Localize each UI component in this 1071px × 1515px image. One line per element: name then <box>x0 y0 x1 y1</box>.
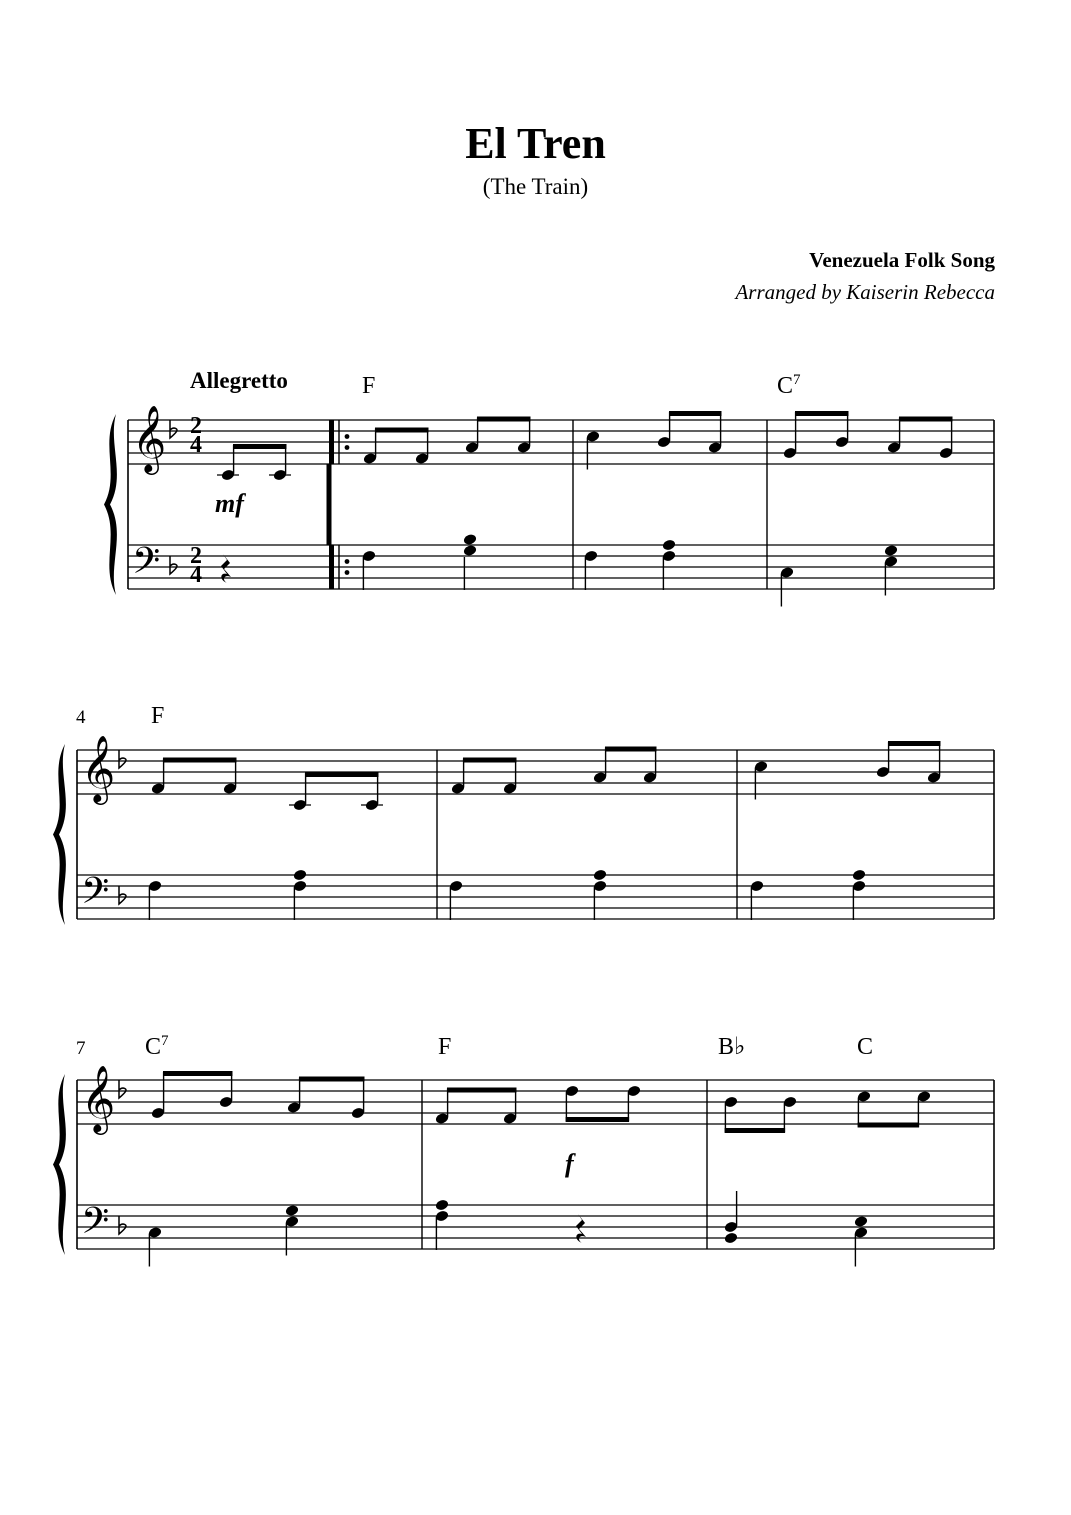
treble-clef: 𝄞 <box>81 1064 116 1132</box>
notehead <box>852 869 867 882</box>
time-signature-bottom: 4 <box>190 562 202 588</box>
bass-clef: 𝄢 <box>81 1200 110 1251</box>
notehead <box>593 869 608 882</box>
quarter-rest <box>221 554 231 583</box>
brace <box>104 414 117 595</box>
flat-sign <box>170 556 177 574</box>
beam <box>163 1071 233 1076</box>
notehead <box>285 1204 300 1217</box>
repeat-dot <box>345 559 350 564</box>
notehead <box>724 1232 739 1245</box>
beam <box>669 411 722 416</box>
repeat-dot <box>345 570 350 575</box>
brace <box>53 1074 66 1255</box>
brace <box>53 744 66 925</box>
beam <box>899 417 953 422</box>
beam <box>795 411 849 416</box>
beam <box>163 758 237 763</box>
beam <box>305 772 379 777</box>
chord-symbol: F <box>362 373 376 399</box>
beam <box>858 1123 920 1128</box>
quarter-rest <box>576 1214 586 1243</box>
chord-symbol: B♭ <box>718 1034 746 1060</box>
bass-clef: 𝄢 <box>81 870 110 921</box>
beam <box>375 428 429 433</box>
flat-sign <box>119 750 126 768</box>
notehead <box>884 544 899 557</box>
notehead <box>463 533 478 546</box>
beam <box>477 417 531 422</box>
chord-symbol: F <box>438 1034 452 1060</box>
arranger-credit: Arranged by Kaiserin Rebecca <box>735 280 995 304</box>
flat-sign <box>119 886 126 904</box>
dynamic-marking: f <box>565 1149 574 1178</box>
notehead <box>854 1215 869 1228</box>
chord-symbol: $C^7$ <box>145 1033 169 1060</box>
score-subtitle: (The Train) <box>482 174 589 199</box>
tempo-marking: Allegretto <box>190 368 288 393</box>
repeat-thick-bar <box>329 545 334 589</box>
notation <box>53 404 994 1267</box>
beam <box>566 1117 630 1122</box>
flat-sign <box>170 420 177 438</box>
time-signature-top: 2 <box>190 543 202 569</box>
treble-clef: 𝄞 <box>81 734 116 802</box>
beam <box>233 444 287 449</box>
repeat-thick-bar <box>329 420 334 464</box>
notehead <box>662 539 677 552</box>
flat-sign <box>119 1080 126 1098</box>
treble-clef: 𝄞 <box>132 404 167 472</box>
beam <box>888 741 941 746</box>
bass-clef: 𝄢 <box>132 540 161 591</box>
composer-credit: Venezuela Folk Song <box>809 248 995 272</box>
beam <box>447 1088 517 1093</box>
chord-symbol: F <box>151 703 165 729</box>
notehead <box>463 544 478 557</box>
flat-sign <box>119 1216 126 1234</box>
beam <box>299 1077 365 1082</box>
beam <box>725 1128 786 1133</box>
notehead <box>293 869 308 882</box>
chord-symbol: $C^7$ <box>777 372 801 399</box>
time-signature-bottom: 4 <box>190 432 202 458</box>
chord-symbol: C <box>857 1034 874 1060</box>
score-title: El Tren <box>465 119 606 168</box>
measure-number: 4 <box>76 707 86 728</box>
notehead <box>435 1199 450 1212</box>
beam <box>463 758 517 763</box>
repeat-dot <box>345 434 350 439</box>
time-signature-top: 2 <box>190 413 202 439</box>
measure-number: 7 <box>76 1038 86 1059</box>
repeat-dot <box>345 445 350 450</box>
beam <box>605 747 657 752</box>
dynamic-marking: mf <box>215 489 244 518</box>
